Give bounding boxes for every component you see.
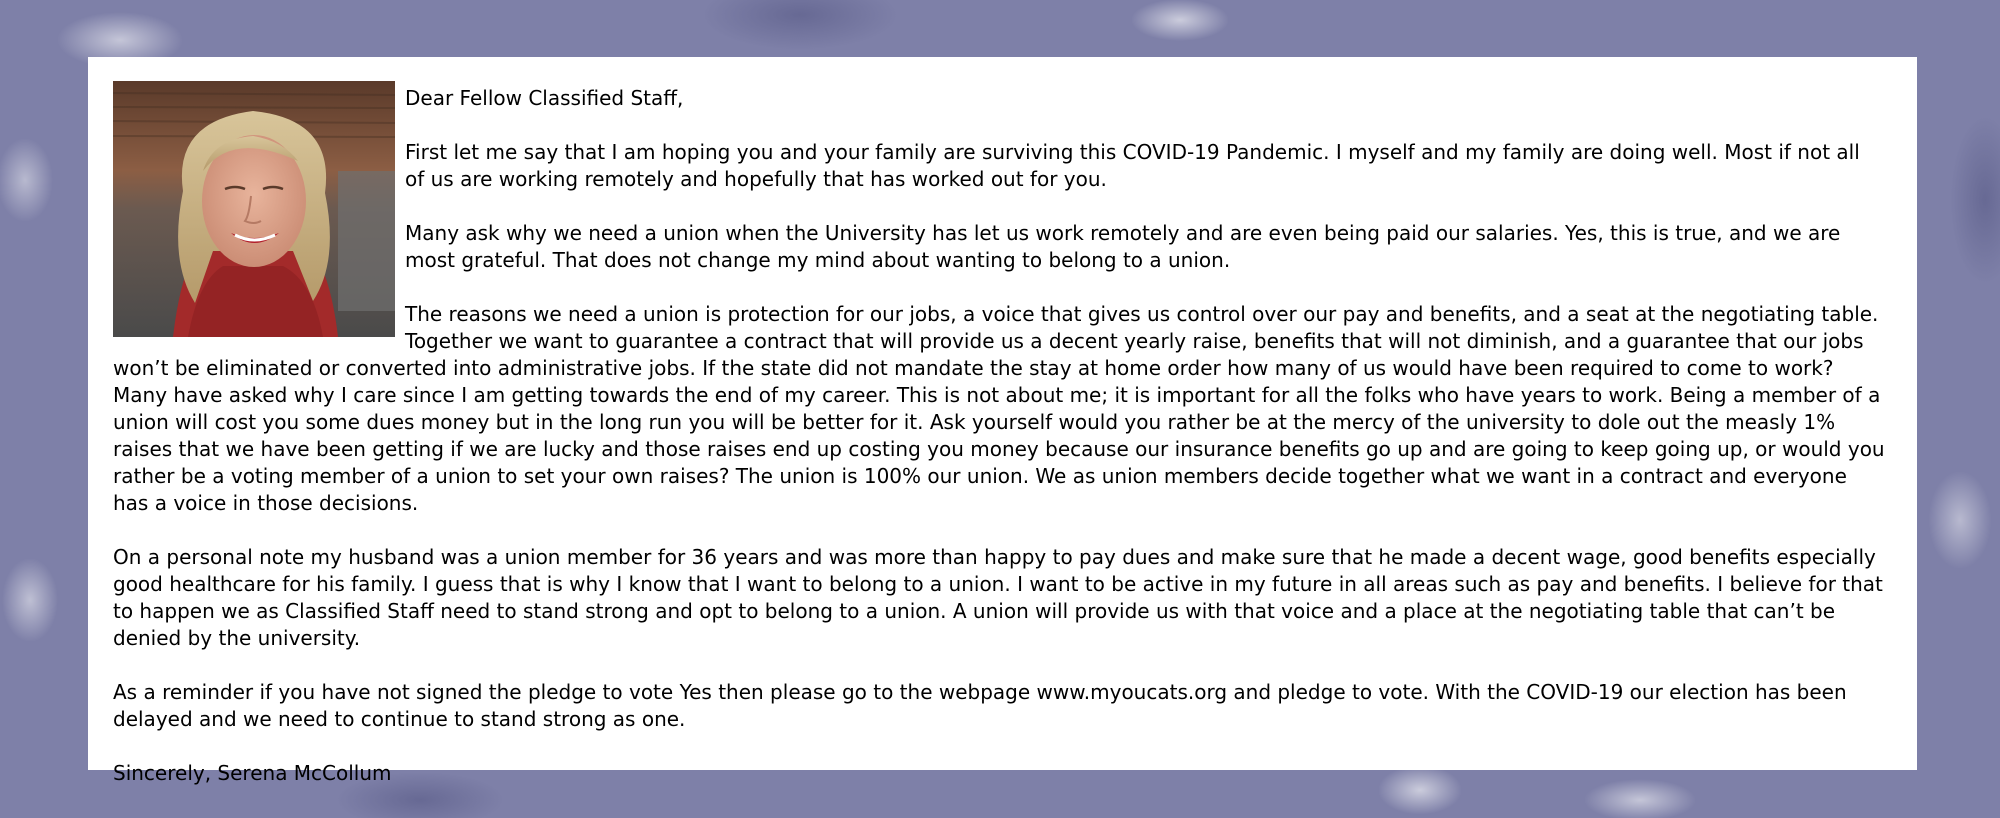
- letter-card: [88, 57, 1917, 785]
- salutation: Dear Fellow Classified Staff,: [405, 86, 684, 110]
- paragraph-2: Many ask why we need a union when the University has let us work remotely and are even being paid our salaries. Yes, this is true, and we are most grateful. That does not change my mind about wanting to belong to a union.: [405, 221, 1841, 272]
- closing-signature: Sincerely, Serena McCollum: [113, 761, 392, 785]
- paragraph-4: On a personal note my husband was a union member for 36 years and was more than happy to pay dues and make sure that he made a decent wage, good benefits especially good healthcare for his family. I guess that is why I know that I want to belong to a union. I want to be active in my future in all areas such as pay and benefits. I believe for that to happen we as Classified Staff need to stand strong and opt to belong to a union. A union will provide us with that voice and a place at the negotiating table that can’t be denied by the university.: [113, 545, 1883, 650]
- author-photo: [113, 81, 395, 337]
- paragraph-5: As a reminder if you have not signed the pledge to vote Yes then please go to the webpage www.myoucats.org and pledge to vote. With the COVID-19 our election has been delayed and we need to continue to stand strong as one.: [113, 680, 1847, 731]
- paragraph-1: First let me say that I am hoping you and your family are surviving this COVID-19 Pandemic. I myself and my family are doing well. Most if not all of us are working remotely and hopefully that has worked out for you.: [405, 140, 1860, 191]
- paragraph-3: The reasons we need a union is protection for our jobs, a voice that gives us control over our pay and benefits, and a seat at the negotiating table. Together we want to guarantee a contract that will provide us a decent yearly raise, benefits that will not diminish, and a guarantee that our jobs won’t be eliminated or converted into administrative jobs. If the state did not mandate the stay at home order how many of us would have been required to come to work? Many have asked why I care since I am getting towards the end of my career. This is not about me; it is important for all the folks who have years to work. Being a member of a union will cost you some dues money but in the long run you will be better for it. Ask yourself would you rather be at the mercy of the university to dole out the measly 1% raises that we have been getting if we are lucky and those raises end up costing you money because our insurance benefits go up and are going to keep going up, or would you rather be a voting member of a union to set your own raises? The union is 100% our union. We as union members decide together what we want in a contract and everyone has a voice in those decisions.: [113, 302, 1885, 515]
- letter-body: [113, 81, 1885, 787]
